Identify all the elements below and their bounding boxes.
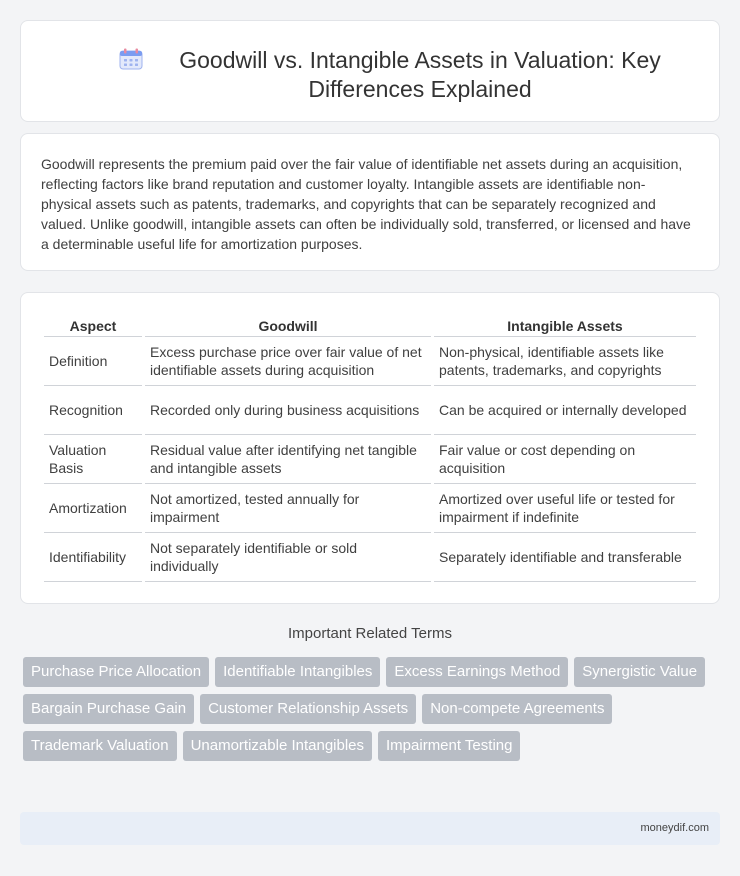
calendar-icon bbox=[119, 48, 143, 70]
header-intangible-assets: Intangible Assets bbox=[434, 315, 696, 337]
table-row bbox=[44, 435, 696, 484]
related-term-tag[interactable]: Identifiable Intangibles bbox=[215, 657, 380, 687]
cell-aspect: Identifiability bbox=[44, 533, 142, 582]
cell-intangible: Separately identifiable and transferable bbox=[434, 533, 696, 582]
cell-goodwill: Not amortized, tested annually for impairment bbox=[145, 484, 431, 533]
table-row bbox=[44, 386, 696, 435]
cell-intangible: Non-physical, identifiable assets like patents, trademarks, and copyrights bbox=[434, 337, 696, 386]
related-terms-list bbox=[23, 657, 713, 761]
comparison-table bbox=[41, 315, 699, 582]
related-term-tag[interactable]: Impairment Testing bbox=[378, 731, 520, 761]
page-title: Goodwill vs. Intangible Assets in Valuation: Key Differences Explained bbox=[179, 47, 661, 102]
title-card bbox=[20, 20, 720, 122]
related-terms-title: Important Related Terms bbox=[288, 625, 452, 642]
table-row bbox=[44, 337, 696, 386]
footer-bar bbox=[20, 812, 720, 845]
related-term-tag[interactable]: Customer Relationship Assets bbox=[200, 694, 416, 724]
related-term-tag[interactable]: Trademark Valuation bbox=[23, 731, 177, 761]
related-term-tag[interactable]: Purchase Price Allocation bbox=[23, 657, 209, 687]
cell-goodwill: Excess purchase price over fair value of net identifiable assets during acquisition bbox=[145, 337, 431, 386]
cell-goodwill: Not separately identifiable or sold individually bbox=[145, 533, 431, 582]
cell-goodwill: Recorded only during business acquisitions bbox=[145, 386, 431, 435]
related-term-tag[interactable]: Non-compete Agreements bbox=[422, 694, 612, 724]
cell-aspect: Definition bbox=[44, 337, 142, 386]
table-row bbox=[44, 484, 696, 533]
cell-aspect: Valuation Basis bbox=[44, 435, 142, 484]
related-term-tag[interactable]: Bargain Purchase Gain bbox=[23, 694, 194, 724]
cell-intangible: Can be acquired or internally developed bbox=[434, 386, 696, 435]
cell-intangible: Amortized over useful life or tested for impairment if indefinite bbox=[434, 484, 696, 533]
table-row bbox=[44, 533, 696, 582]
cell-aspect: Amortization bbox=[44, 484, 142, 533]
cell-goodwill: Residual value after identifying net tangible and intangible assets bbox=[145, 435, 431, 484]
table-header-row bbox=[44, 315, 696, 337]
cell-aspect: Recognition bbox=[44, 386, 142, 435]
related-term-tag[interactable]: Unamortizable Intangibles bbox=[183, 731, 372, 761]
intro-paragraph: Goodwill represents the premium paid over the fair value of identifiable net assets during an acquisition, reflecting factors like brand reputation and customer loyalty. Intangible assets are identifiable non-physical assets such as patents, trademarks, and copyrights that can be separately recognized and valued. Unlike goodwill, intangible assets can often be individually sold, transferred, or licensed and have a determinable useful life for amortization purposes. bbox=[41, 156, 691, 252]
related-term-tag[interactable]: Excess Earnings Method bbox=[386, 657, 568, 687]
cell-intangible: Fair value or cost depending on acquisition bbox=[434, 435, 696, 484]
intro-card bbox=[20, 133, 720, 271]
related-term-tag[interactable]: Synergistic Value bbox=[574, 657, 705, 687]
footer-site-link[interactable]: moneydif.com bbox=[640, 822, 709, 834]
comparison-table-card bbox=[20, 292, 720, 604]
header-aspect: Aspect bbox=[44, 315, 142, 337]
header-goodwill: Goodwill bbox=[145, 315, 431, 337]
